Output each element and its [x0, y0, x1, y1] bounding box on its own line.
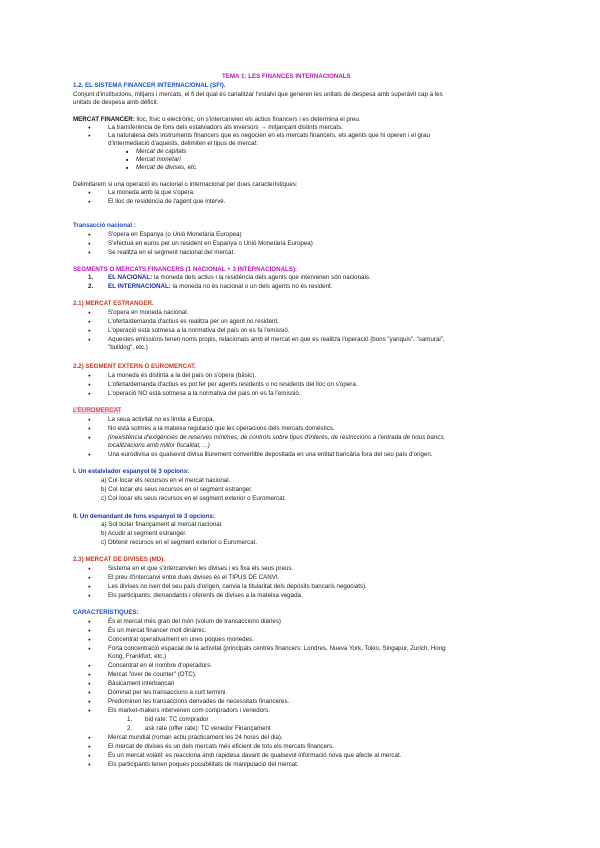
list-item: ● Mercat mundial (roman actiu pràcticament les 24 hores del dia).: [108, 734, 283, 741]
section-heading-mercat-divises: 2.3) MERCAT DE DIVISES (MD).: [73, 556, 166, 563]
list-item: ● Els participants: demandants i oferents de divises a la mateixa vegada.: [108, 592, 303, 599]
list-item: ● Forta concentració espacial de la activitat (principals centres financers: Londres, Nueva York, Tokio, Singapur, Zurich, Hong: [108, 645, 446, 652]
section-heading-estalviador: I. Un estalviador espanyol té 3 opcions:: [73, 468, 190, 475]
list-item: ● La seua activitat no es limita a Europa.: [108, 416, 214, 423]
sub-list-item: ■ Mercat de divises, etc.: [136, 164, 198, 171]
list-item: ● El mercat de divises és un dels mercats més eficient de tots els mercats financers.: [108, 743, 334, 750]
sub-text: ask rate (offer rate): TC venedor Finançament: [145, 725, 271, 732]
list-item: ● Aquestes emissions tenen noms propis, relacionats amb el mercat en que es realitza l'operació (bons "yanquis", "samurai",: [108, 336, 445, 343]
list-item: ● La moneda amb la que s'opera.: [108, 189, 195, 196]
option-item: b) Acudir al segment estranger.: [101, 530, 187, 537]
list-item: ● Els participants tenen poques possibilitats de manipulació del mercat.: [108, 761, 299, 768]
list-item: ● No està sotmès a la mateixa regulació que les operacions dels mercats domèstics.: [108, 425, 335, 432]
list-item: ● La transferència de fons dels estalviadors als inversors → mitjançant distints mercats.: [108, 124, 343, 131]
section-heading-tn: Transacció nacional :: [73, 222, 136, 229]
list-item: ● Les divises no isen del seu país d'origen, canvia la titularitat dels depòsits bancaris negociats).: [108, 583, 367, 590]
section-heading-demandant: II. Un demandant de fons espanyol té 3 opcions:: [73, 513, 215, 520]
list-item: ● S'opera en Espanya (o Unió Monetària Europea): [108, 231, 242, 238]
section-heading-euromercat: L'EUROMERCAT: [73, 407, 122, 414]
list-number: 2.: [127, 725, 133, 732]
list-item: ● És un mercat financer molt dinàmic.: [108, 627, 206, 634]
list-item: ● La naturalesa dels instruments financers que es negocien en els mercats financers, els agents que hi operen i el grau: [108, 132, 430, 139]
sub-list-item: ■ Mercat monetari: [136, 156, 181, 163]
list-item-cont: d'intermediació d'aquests, delimiten el tipus de mercat:: [108, 140, 258, 147]
list-item: ● L'operació està sotmesa a la normativa del país on es fa l'emissió.: [108, 327, 290, 334]
list-item: ● L'oferta/demanda d'actius es pot fer per agents residents o no residents del lloc on s'opera.: [108, 381, 357, 388]
list-item: ● Sistema en el que s'intercanvien les divises i es fixa els seus preus.: [108, 565, 293, 572]
list-item: ● És el mercat més gran del món (volum de transaccions diàries): [108, 618, 281, 625]
option-item: b) Col·locar els seus recursos en el segment estranger.: [101, 486, 253, 493]
term-label: EL INTERNACIONAL:: [108, 283, 171, 290]
section-heading-segments: SEGMENTS O MERCATS FINANCERS (1 NACIONAL + 3 INTERNACIONALS):: [73, 266, 298, 273]
list-item: ● Dominat per les transaccions a curt termini.: [108, 689, 227, 696]
section-heading-segment-extern: 2.2) SEGMENT EXTERN O EUROMERCAT.: [73, 363, 196, 370]
term-text: la moneda dels actius i la residència dels agents que intervenen són nacionals.: [153, 274, 371, 281]
list-item: ● És un mercat volàtil: es reacciona amb rapidesa davant de qualsevol informació nova que afecte al mercat.: [108, 752, 401, 759]
term-text: la moneda no és nacional o un dels agents no és resident.: [172, 283, 333, 290]
section-heading-sfi: 1.2. EL SISTEMA FINANCER INTERNACIONAL (SFI).: [73, 82, 226, 89]
list-number: 1.: [127, 716, 133, 723]
list-item: ● Predominen les transaccions derivades de necessitats financeres.: [108, 698, 289, 705]
list-item: ● Una eurodivisa es qualsevol divisa lliurement convertible depositada en una entitat bancària fora del seu país d'origen.: [108, 451, 433, 458]
list-item: ● Mercat "over de counter" (OTC).: [108, 671, 197, 678]
list-item: [88, 283, 333, 290]
paragraph: Conjunt d'institucions, mitjans i mercats, el fi del qual és canalitzar l'estalvi que generen les unitats de despesa amb superàvit cap a les: [73, 91, 443, 98]
list-item: ● S'efectua en euros per un resident en Espanya o Unió Monetària Europea): [108, 240, 313, 247]
paragraph: unitats de despesa amb dèficit.: [73, 99, 159, 106]
list-item: ● L'oferta/demanda d'actius es realitza per un agent no resident.: [108, 318, 279, 325]
paragraph: Delimitarem si una operació és nacional o internacional per dues característiques:: [73, 181, 298, 188]
option-item: a) Sol·licitar finançament al mercat nacional.: [101, 521, 223, 528]
list-item: ● (inexistència d'exigències de reserves mínimes, de controls sobre tipus d'interès, de restriccions a l'entrada de nous bancs,: [108, 434, 445, 441]
list-item: ● Els market-makers intervenen com compradors i venedors.: [108, 707, 270, 714]
term-label: EL NACIONAL:: [108, 274, 153, 281]
option-item: a) Col·locar els recursos en el mercat nacional.: [101, 477, 231, 484]
section-heading-caracteristiques: CARACTERÍSTIQUES:: [73, 609, 139, 616]
list-item: ● La moneda és distinta a la del país on s'opera (bàsic).: [108, 372, 256, 379]
list-item: [88, 274, 371, 281]
section-heading-mercat-estranger: 2.1) MERCAT ESTRANGER.: [73, 300, 154, 307]
list-item-cont: "bulldog", etc.): [108, 344, 148, 351]
document-title: TEMA 1: LES FINANCES INTERNACIONALS: [222, 73, 351, 80]
sub-text: bid rate: TC comprador: [145, 716, 209, 723]
option-item: c) Col·locar els seus recursos en el segment exterior o Euromercat.: [101, 495, 287, 502]
term-text: lloc, físic o electrònic, on s'intercanvien els actius financers i es determina el preu.: [136, 116, 361, 123]
list-item: ● Se realitza en el segment nacional del mercat.: [108, 249, 235, 256]
term-label: MERCAT FINANCER:: [73, 116, 135, 123]
list-item: ● Concentrat operativament en unes poques monedes.: [108, 636, 254, 643]
option-item: c) Obtenir recursos en el segment exterior o Euromercat.: [101, 539, 258, 546]
list-item: ● Bàsicament interbancari: [108, 680, 174, 687]
sub-list-item: [127, 725, 271, 732]
list-number: 2.: [88, 283, 94, 290]
mercat-financer-def: [73, 116, 361, 123]
list-item: ● L'operació NO està sotmesa a la normativa del país on es fa l'emissió.: [108, 390, 301, 397]
list-item-cont: Kong, Frankfurt, etc.): [108, 653, 167, 660]
list-item: ● Concentrat en el nombre d'operadors.: [108, 662, 212, 669]
list-item-cont: localitzacions amb millor fiscalitat, ...): [108, 442, 210, 449]
list-number: 1.: [88, 274, 94, 281]
list-item: ● S'opera en moneda nacional.: [108, 309, 188, 316]
sub-list-item: ■ Mercat de capitals: [136, 148, 186, 155]
list-item: ● El preu d'intercanvi entre dues divises és el TIPUS DE CANVI.: [108, 574, 279, 581]
list-item: ● El lloc de residència de l'agent que intervé.: [108, 198, 225, 205]
sub-list-item: [127, 716, 209, 723]
